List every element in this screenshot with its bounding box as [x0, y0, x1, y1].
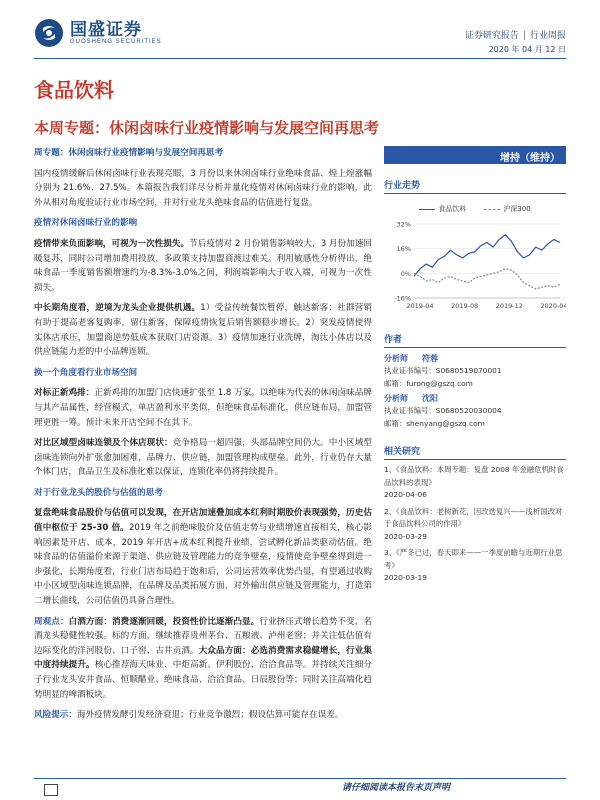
- analyst-block-1: [384, 352, 566, 390]
- analyst-name-row: [384, 352, 566, 365]
- qr-code-icon: [44, 784, 58, 796]
- paragraph-bold: 复盘绝味食品股价与估值可以发现，在开店加速叠加成本红利时期股价表现强势，历史估值中枢位于 25-30 倍。: [34, 508, 372, 534]
- paragraph-bold: 对标正新鸡排：: [34, 388, 95, 399]
- section-heading-impact: 疫情对休闲卤味行业的影响: [34, 218, 138, 229]
- header-divider: [34, 58, 566, 59]
- footer-disclaimer: 请仔细阅读本报告末页声明: [341, 783, 450, 793]
- paragraph-text: 核心推荐海天味业、中炬高新、伊利股份、洽洽食品等。并持续关注细分子行业龙头安井食品、恒顺醋业、绝味食品、洽洽食品、日辰股份等；同时关注高端化趋势明显的啤酒板块。: [34, 660, 372, 700]
- paragraph-benchmark: [34, 386, 372, 430]
- related-item[interactable]: [384, 547, 566, 585]
- license-number: S0680519070001: [435, 366, 502, 375]
- paragraph-text: 行业挤压式增长趋势不变，名酒龙头稳健性较强。标的方面，继续推荐贵州茅台、五粮液、泸州老窖；并关注低估值有边际变化的洋河股份、口子窖、古井贡酒。: [34, 616, 372, 656]
- paragraph-long-term: [34, 301, 372, 359]
- related-item-date: 2020-04-06: [384, 490, 427, 499]
- license-label: 执业证书编号：: [384, 366, 436, 375]
- intro-paragraph: 国内疫情缓解后休闲卤味行业表现亮眼，3 月份以来休闲卤味行业绝味食品、煌上煌涨幅分别为 21.6%、27.5%。本篇报告我们详尽分析并量化疫情对休闲卤味行业的影响，此外从相对角度验证行业市场空间，并对行业龙头绝味食品的估值进行复盘。: [34, 168, 372, 208]
- sidebar: [384, 146, 566, 585]
- paragraph-bold: 对比区域型卤味连锁及个体店现状：: [34, 438, 173, 449]
- x-tick-label: 2020-04: [540, 302, 566, 310]
- paragraph-bold: 疫情带来负面影响，可视为一次性损失。: [34, 238, 190, 249]
- related-section-title: 相关研究: [384, 444, 566, 460]
- paragraph-bold: 中长期角度看，逆境为龙头企业提供机遇。: [34, 303, 201, 314]
- related-item-title: 3、《严冬已过，春天即来——一季度前瞻与近期行业思考》: [384, 548, 563, 570]
- paragraph-valuation: [34, 506, 372, 608]
- analyst-block-2: [384, 392, 566, 430]
- related-item[interactable]: [384, 464, 566, 502]
- related-item-title: 1、《食品饮料：本周专题：复盘 2008 年金融危机时食品饮料的表现》: [384, 465, 564, 487]
- email-label: 邮箱：: [384, 378, 407, 388]
- legend-label: 食品饮料: [438, 205, 467, 213]
- trend-section-title: 行业走势: [384, 178, 566, 194]
- paragraph-negative-impact: [34, 237, 372, 295]
- paragraph-bold: 白酒方面：消费逐渐回暖，投资性价比逐渐凸显。: [68, 616, 260, 627]
- related-item[interactable]: [384, 506, 566, 544]
- analyst-license: [384, 365, 566, 378]
- email-label: 邮箱：: [384, 418, 407, 428]
- intro-heading: [34, 146, 372, 161]
- analyst-email: [384, 378, 566, 391]
- trend-chart: [384, 198, 566, 318]
- license-label: 执业证书编号：: [384, 406, 436, 415]
- weekly-view-label: 周观点：: [34, 616, 69, 627]
- related-item-date: 2020-03-29: [384, 531, 427, 541]
- footer-divider: [34, 778, 566, 779]
- y-tick-label: 32%: [396, 220, 411, 229]
- analyst-role: 分析师: [384, 354, 408, 363]
- legend-swatch-dashed: [484, 209, 500, 210]
- series-line-csi300: [414, 269, 560, 289]
- industry-title: 食品饮料: [34, 78, 114, 102]
- x-tick-label: 2019-04: [406, 302, 434, 310]
- report-kind-label: 行业周报: [529, 31, 566, 41]
- report-headline: 本周专题：休闲卤味行业疫情影响与发展空间再思考: [34, 119, 380, 137]
- legend-swatch-solid: [419, 209, 435, 210]
- rating-badge: 增持（维持）: [384, 146, 566, 164]
- paragraph-text: 2019 年之前绝味股价及估值走势与业绩增速直接相关，核心影响因素是开店、成本，2019 年开店+成本红利提升业绩，尝试孵化新品类驱动估值。绝味食品的估值溢价来源于渠道、供应链及管理能力的竞争壁垒，疫情使竞争壁垒得到进一步强化，长期角度看，行业门店布局趋于饱和后，公司运营效率优势凸显，有望通过收购中小区域型卤味连锁品牌，在品牌及品类拓展方面，对外输出供应链及管理能力，打造第二增长曲线，公司估值仍具备合理性。: [34, 523, 372, 607]
- series-line-food-beverage: [414, 235, 560, 277]
- report-type-label: 证券研究报告: [464, 31, 519, 41]
- paragraph-text: 海外疫情发酵引发经济衰退；行业竞争激烈；假设估算可能存在误差。: [76, 710, 344, 721]
- legend-item-index: [484, 204, 530, 214]
- trend-chart-svg: [384, 198, 566, 318]
- logo-icon: [34, 18, 64, 48]
- related-item-title: 2、《食品饮料：老树新花，因改迭复兴——浅析国改对于食品饮料公司的作用》: [384, 506, 563, 528]
- logo-text-cn: 国盛证券: [70, 20, 142, 40]
- paragraph-text: 正新鸡排的加盟门店快速扩张至 1.8 万家。以绝味为代表的休闲卤味品牌与其产品属性，经营模式，单店盈利水平类似，但绝味食品标准化，供应链布局，加盟管理更胜一筹。预计未来开店空间不在其下。: [34, 388, 372, 428]
- logo-text-en: GUOSHENG SECURITIES: [70, 39, 162, 45]
- paragraph-regional-chains: [34, 436, 372, 480]
- y-tick-label: 0%: [400, 269, 411, 278]
- analyst-license: [384, 405, 566, 418]
- risk-label: 风险提示：: [34, 710, 77, 721]
- report-date: 2020 年 04 月 12 日: [488, 45, 566, 54]
- paragraph-weekly-view: [34, 615, 372, 703]
- related-item-date: 2020-03-19: [384, 573, 427, 582]
- paragraph-risk: [34, 708, 372, 723]
- license-number: S0680520030004: [435, 406, 502, 415]
- intro-title: 休闲卤味行业疫情影响与发展空间再思考: [68, 148, 224, 158]
- analyst-role: 分析师: [384, 394, 408, 403]
- report-type: 证券研究报告 | 行业周报: [464, 31, 566, 41]
- chart-legend: [384, 204, 566, 214]
- author-section-title: 作者: [384, 332, 566, 348]
- x-tick-label: 2019-08: [451, 302, 479, 310]
- section-heading-market-space: 换一个角度看行业市场空间: [34, 367, 138, 378]
- legend-label: 沪深300: [503, 205, 531, 213]
- analyst-name: 沈阳: [422, 394, 438, 403]
- analyst-name-row: [384, 392, 566, 405]
- paragraph-bold: 大众品方面：必选消费需求稳健增长，行业集中度持续提升。: [34, 645, 372, 671]
- email-address[interactable]: shenyang@gszq.com: [406, 418, 485, 428]
- section-heading-valuation: 对于行业龙头的股价与估值的思考: [34, 487, 163, 498]
- analyst-email: [384, 418, 566, 431]
- y-tick-label: 16%: [396, 245, 411, 254]
- paragraph-text: 竞争格局一超四强，头部品牌空间仍大。中小区域型卤味连锁向外扩张愈加困难，品牌力、供应链，加盟管理构成壁垒。此外，行业仍存大量个体门店，食品卫生及标准化难以保证，连锁化率仍将持续提升。: [34, 438, 372, 478]
- analyst-name: 符蓉: [422, 354, 438, 363]
- paragraph-text: 1）受益传统餐饮暂停，触达新客；社群营销有助于提高老客复购率，留住新客，保障疫情恢复后销售额稳步增长。2）突发疫情使得实体店承压，加盟商逆势低成本获取门店资源。3）疫情加速行业洗牌，淘汰小体店以及供应链能力差的中小品牌连锁。: [34, 303, 372, 358]
- y-tick-label: -16%: [394, 294, 411, 303]
- x-tick-label: 2019-12: [495, 302, 523, 310]
- main-content: [34, 146, 372, 729]
- paragraph-text: 节后疫情对 2 月份销售影响较大，3 月份加速回暖复苏，同时公司增加费用投放，多政策支持加盟商渡过难关。利用敏感性分析得出，绝味食品一季度销售额增速约为-8.3%-3.0%之间，利润端影响大于收入端，可视为一次性损失。: [34, 238, 372, 293]
- email-address[interactable]: furong@gszq.com: [406, 378, 473, 388]
- intro-label: 周专题：: [34, 148, 69, 158]
- legend-item-food: [419, 204, 466, 214]
- company-logo: [34, 18, 162, 48]
